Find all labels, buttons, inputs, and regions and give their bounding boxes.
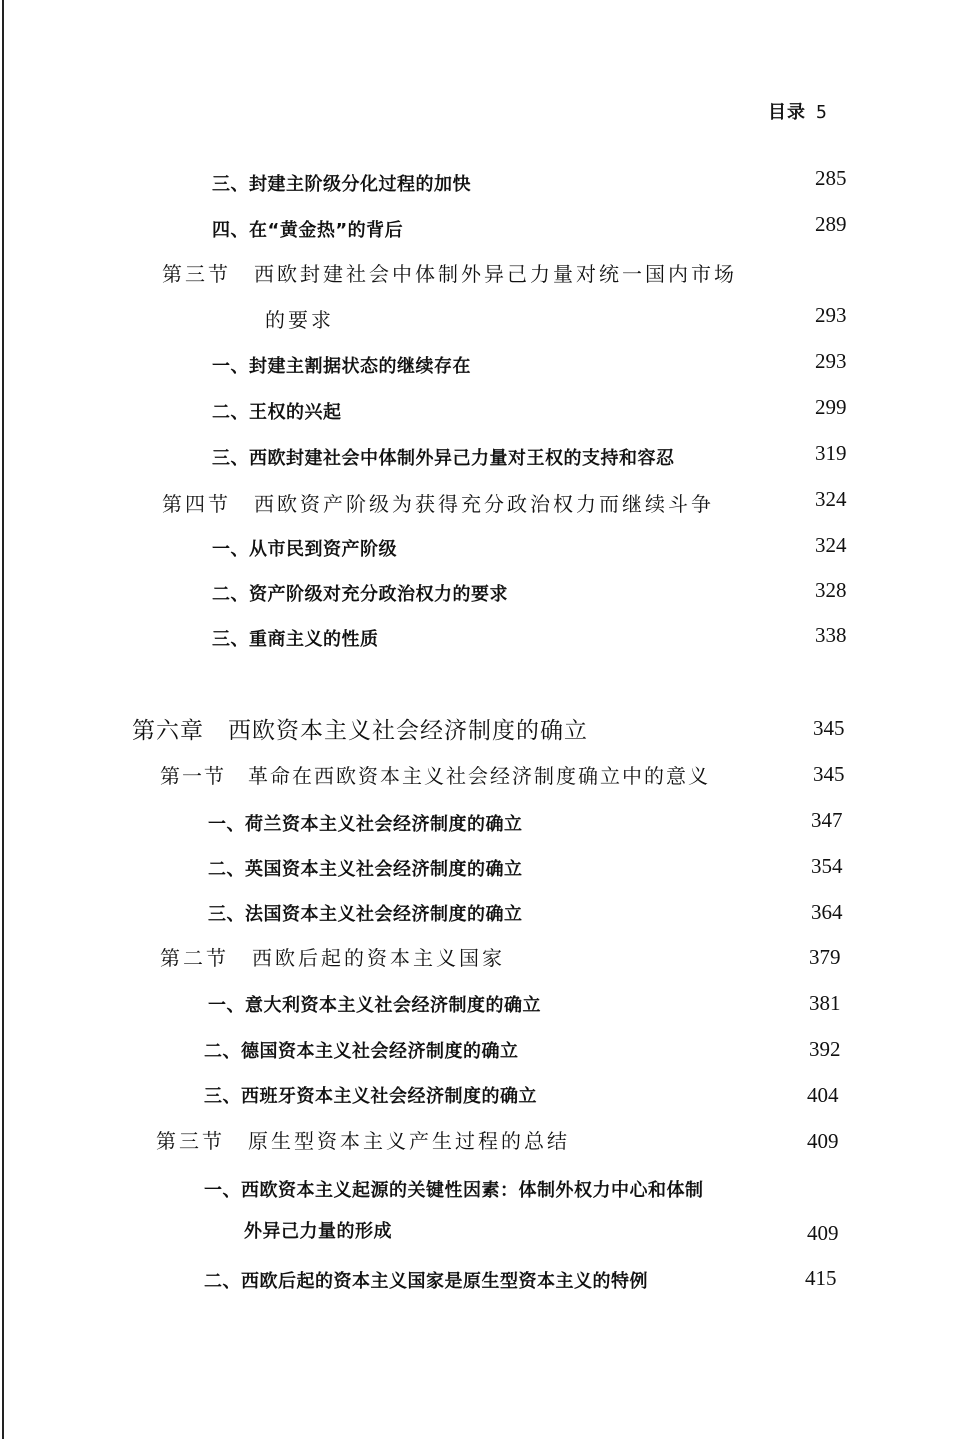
- toc-entry-page[interactable]: 347: [811, 808, 843, 832]
- toc-entry-page[interactable]: 379: [809, 945, 841, 969]
- toc-entry-page[interactable]: 293: [815, 349, 847, 373]
- toc-entry-page[interactable]: 299: [815, 395, 847, 419]
- toc-entry-text[interactable]: 三、重商主义的性质: [212, 629, 379, 650]
- toc-entry-page[interactable]: 415: [805, 1266, 837, 1290]
- toc-section-text[interactable]: 第一节 革命在西欧资本主义社会经济制度确立中的意义: [160, 764, 710, 788]
- toc-entry-text[interactable]: 四、在“黄金热”的背后: [212, 220, 404, 241]
- toc-entry-page[interactable]: 328: [815, 578, 847, 602]
- toc-entry-text[interactable]: 一、封建主割据状态的继续存在: [212, 356, 471, 377]
- toc-entry-text[interactable]: 三、西欧封建社会中体制外异己力量对王权的支持和容忍: [212, 448, 675, 469]
- toc-section-text[interactable]: 第三节 西欧封建社会中体制外异己力量对统一国内市场: [162, 262, 737, 286]
- toc-entry-page[interactable]: 338: [815, 623, 847, 647]
- toc-entry-text[interactable]: 二、德国资本主义社会经济制度的确立: [204, 1041, 519, 1062]
- toc-entry-text[interactable]: 三、法国资本主义社会经济制度的确立: [208, 904, 523, 925]
- header-title: 目录: [768, 102, 806, 123]
- toc-entry-text[interactable]: 二、西欧后起的资本主义国家是原生型资本主义的特例: [204, 1271, 648, 1292]
- toc-entry-page[interactable]: 409: [807, 1129, 839, 1153]
- page-header: [768, 98, 828, 124]
- toc-entry-page[interactable]: 319: [815, 441, 847, 465]
- toc-entry-page[interactable]: 392: [809, 1037, 841, 1061]
- toc-entry-page[interactable]: 404: [807, 1083, 839, 1107]
- toc-entry-page[interactable]: 381: [809, 991, 841, 1015]
- toc-entry-page[interactable]: 324: [815, 487, 847, 511]
- toc-entry-page[interactable]: 324: [815, 533, 847, 557]
- toc-entry-text[interactable]: 一、西欧资本主义起源的关键性因素：体制外权力中心和体制: [204, 1180, 704, 1201]
- toc-entry-text[interactable]: 二、英国资本主义社会经济制度的确立: [208, 859, 523, 880]
- toc-section-text[interactable]: 第三节 原生型资本主义产生过程的总结: [156, 1129, 570, 1153]
- toc-entry-text[interactable]: 三、西班牙资本主义社会经济制度的确立: [204, 1086, 537, 1107]
- toc-entry-text[interactable]: 一、意大利资本主义社会经济制度的确立: [208, 995, 541, 1016]
- toc-section-text[interactable]: 第四节 西欧资产阶级为获得充分政治权力而继续斗争: [162, 492, 714, 516]
- toc-chapter-text[interactable]: 第六章 西欧资本主义社会经济制度的确立: [132, 718, 588, 744]
- toc-entry-page[interactable]: 409: [807, 1221, 839, 1245]
- toc-entry-text[interactable]: 二、资产阶级对充分政治权力的要求: [212, 584, 508, 605]
- page-edge-line: [2, 0, 4, 1439]
- toc-entry-page[interactable]: 354: [811, 854, 843, 878]
- toc-section-text[interactable]: 第二节 西欧后起的资本主义国家: [160, 946, 505, 970]
- toc-entry-page[interactable]: 345: [813, 716, 845, 740]
- toc-entry-page[interactable]: 364: [811, 900, 843, 924]
- toc-entry-text-cont[interactable]: 外异己力量的形成: [244, 1221, 392, 1242]
- toc-entry-page[interactable]: 345: [813, 762, 845, 786]
- toc-entry-page[interactable]: 285: [815, 166, 847, 190]
- toc-entry-text[interactable]: 一、从市民到资产阶级: [212, 539, 397, 560]
- toc-entry-text[interactable]: 二、王权的兴起: [212, 402, 342, 423]
- header-page-number: 5: [816, 102, 828, 123]
- toc-entry-text[interactable]: 一、荷兰资本主义社会经济制度的确立: [208, 814, 523, 835]
- toc-section-text-cont[interactable]: 的要求: [265, 308, 334, 332]
- toc-entry-page[interactable]: 293: [815, 303, 847, 327]
- toc-entry-page[interactable]: 289: [815, 212, 847, 236]
- toc-entry-text[interactable]: 三、封建主阶级分化过程的加快: [212, 174, 471, 195]
